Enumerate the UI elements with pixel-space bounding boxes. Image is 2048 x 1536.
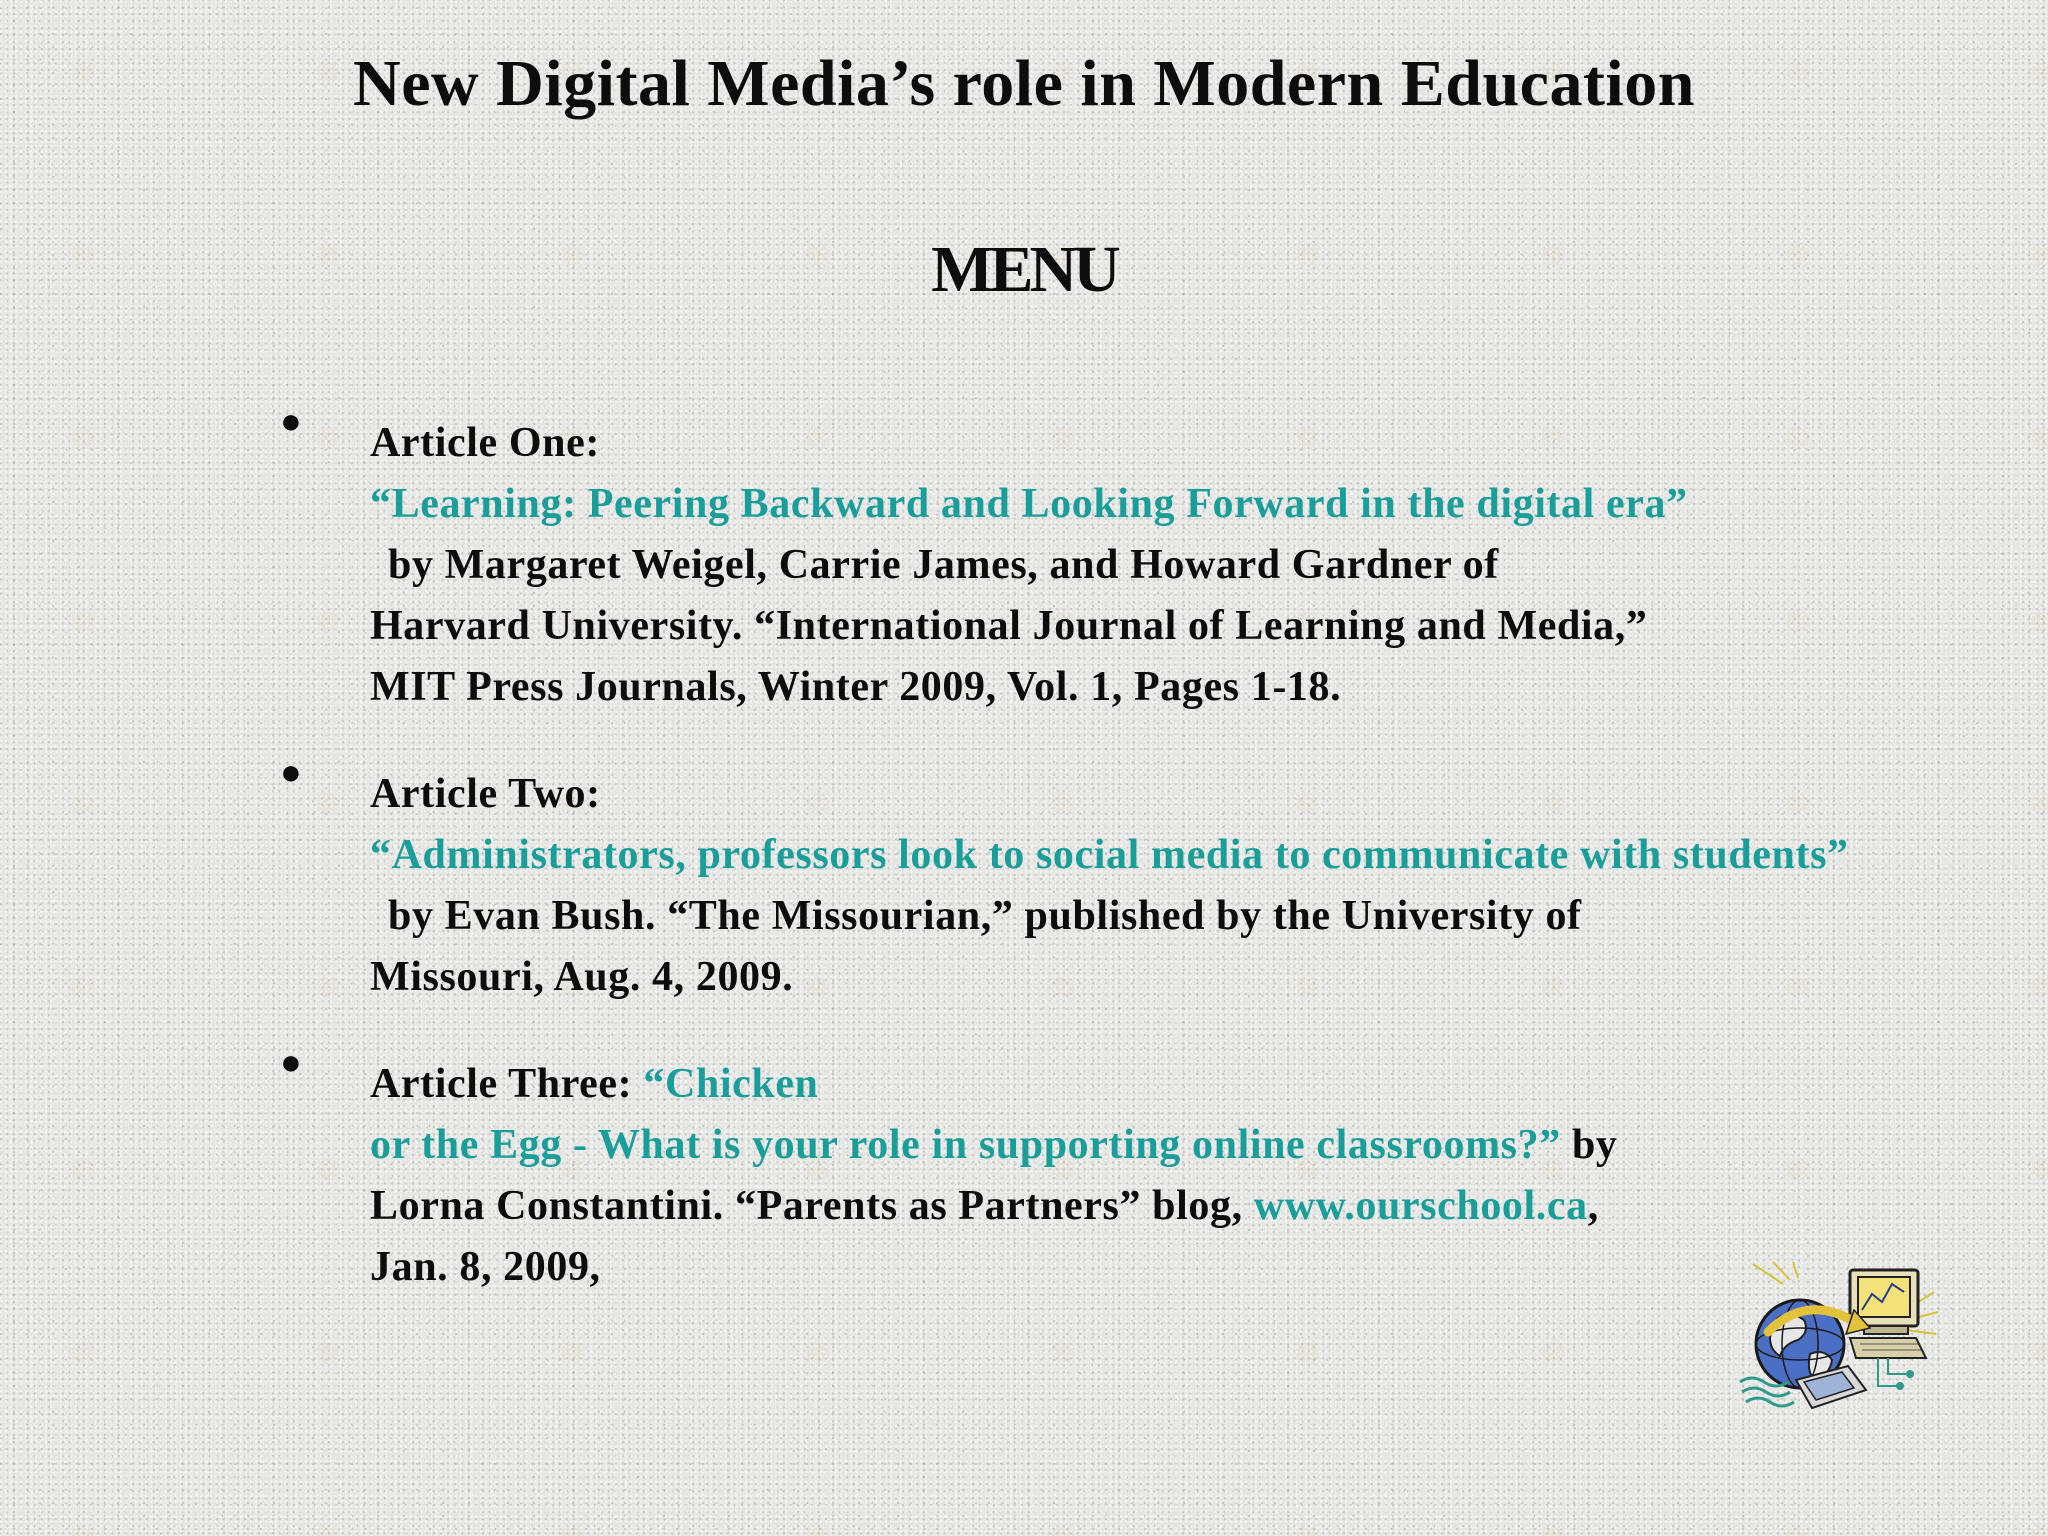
article-one [278, 401, 1878, 718]
article-byline: by Margaret Weigel, Carrie James, and Howard Gardner of [388, 542, 1499, 588]
article-three-first-line [370, 1054, 1862, 1115]
article-three-headline-link[interactable]: “Chicken [643, 1061, 819, 1107]
article-source: Harvard University. “International Journal of Learning and Media,” [370, 603, 1648, 649]
bullet-icon: ● [280, 1042, 303, 1082]
article-two-headline-link[interactable]: “Administrators, professors look to social media to communicate with students” [370, 832, 1849, 878]
article-label: Article One: [370, 420, 600, 466]
globe-computer-clipart-icon [1738, 1262, 1938, 1412]
article-one-headline-link[interactable]: “Learning: Peering Backward and Looking Forward in the digital era” [370, 481, 1688, 527]
article-three-second-line [370, 1115, 1862, 1176]
article-date: Jan. 8, 2009, [370, 1244, 601, 1290]
article-three [278, 1042, 1878, 1298]
article-author: Lorna Constantini. “Parents as Partners” blog, [370, 1183, 1243, 1229]
slide-title: New Digital Media’s role in Modern Education [353, 47, 1695, 120]
by-word: by [1571, 1122, 1618, 1168]
article-source: MIT Press Journals, Winter 2009, Vol. 1, Pages 1-18. [370, 664, 1342, 710]
bullet-icon: ● [280, 401, 303, 441]
article-three-author-line [370, 1176, 1862, 1237]
article-label: Article Three: [370, 1061, 633, 1107]
article-byline: by Evan Bush. “The Missourian,” published by the University of [388, 893, 1582, 939]
bullet-icon: ● [280, 752, 303, 792]
article-source: Missouri, Aug. 4, 2009. [370, 954, 794, 1000]
menu-heading: MENU [931, 233, 1117, 306]
website-link[interactable]: www.ourschool.ca [1253, 1183, 1588, 1229]
article-list [278, 401, 1878, 1298]
article-label: Article Two: [370, 771, 601, 817]
punctuation: , [1587, 1183, 1599, 1229]
article-three-headline-link[interactable]: or the Egg - What is your role in supporting online classrooms?” [370, 1122, 1561, 1168]
article-two [278, 752, 1878, 1008]
